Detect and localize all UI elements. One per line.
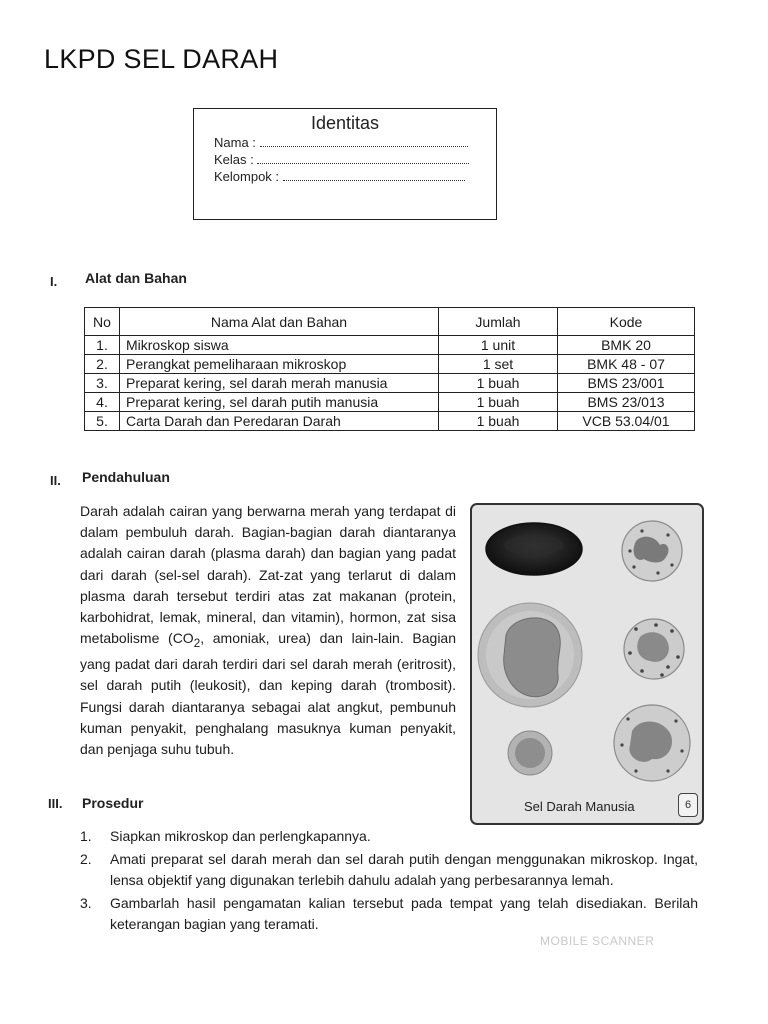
- row-name: Carta Darah dan Peredaran Darah: [120, 412, 439, 431]
- row-no: 2.: [85, 355, 120, 374]
- name-blank: [260, 134, 468, 147]
- row-qty: 1 unit: [439, 336, 558, 355]
- row-name: Preparat kering, sel darah putih manusia: [120, 393, 439, 412]
- identity-box: [193, 108, 497, 220]
- intro-paragraph: [80, 501, 456, 760]
- section-2-title: Pendahuluan: [82, 469, 170, 485]
- row-qty: 1 buah: [439, 393, 558, 412]
- header-qty: Jumlah: [439, 308, 558, 336]
- co2-subscript: 2: [193, 637, 201, 651]
- blood-cells-figure: [470, 503, 704, 825]
- scanner-watermark: MOBILE SCANNER: [540, 934, 655, 948]
- row-name: Mikroskop siswa: [120, 336, 439, 355]
- name-field: [214, 134, 496, 151]
- section-3-number: III.: [48, 796, 63, 811]
- procedure-list: [80, 826, 698, 937]
- list-item: [80, 893, 698, 935]
- list-item: [80, 826, 698, 847]
- table-row: [85, 374, 695, 393]
- section-1-title: Alat dan Bahan: [85, 270, 187, 286]
- group-blank: [283, 168, 465, 181]
- step-text: Siapkan mikroskop dan perlengkapannya.: [110, 828, 371, 844]
- list-item: [80, 849, 698, 891]
- table-row: [85, 393, 695, 412]
- step-text: Gambarlah hasil pengamatan kalian tersebut pada tempat yang telah disediakan. Berilah keterangan bagian yang teramati.: [110, 895, 698, 932]
- row-no: 4.: [85, 393, 120, 412]
- table-row: [85, 412, 695, 431]
- lymphocyte-nucleus: [504, 618, 561, 697]
- class-blank: [257, 151, 469, 164]
- group-label: Kelompok :: [214, 169, 280, 184]
- row-code: BMS 23/001: [558, 374, 695, 393]
- section-3-title: Prosedur: [82, 795, 144, 811]
- page-title: LKPD SEL DARAH: [44, 44, 279, 74]
- step-text: Amati preparat sel darah merah dan sel darah putih dengan menggunakan mikroskop. Ingat, lensa objektif yang digunakan terlebih dahulu adalah yang perbesarannya lemah.: [110, 851, 698, 888]
- step-number: 3.: [80, 895, 92, 911]
- row-qty: 1 set: [439, 355, 558, 374]
- blood-cells-illustration: [472, 505, 702, 823]
- row-code: VCB 53.04/01: [558, 412, 695, 431]
- intro-text-a: Darah adalah cairan yang berwarna merah yang terdapat di dalam pembuluh darah. Bagian-bagian darah diantaranya adalah cairan darah (plasma darah) dan bagian yang padat dari darah (sel-sel darah). Zat-zat yang terlarut di dalam plasma darah tersebut terdiri atas zat makanan (protein, karbohidrat, lemak, mineral, dan vitamin), hormon, zat sisa metabolisme (CO: [80, 503, 456, 647]
- row-no: 5.: [85, 412, 120, 431]
- table-row: [85, 336, 695, 355]
- header-name: Nama Alat dan Bahan: [120, 308, 439, 336]
- table-header-row: [85, 308, 695, 336]
- class-field: [214, 151, 496, 168]
- step-number: 2.: [80, 851, 92, 867]
- row-code: BMK 48 - 07: [558, 355, 695, 374]
- tools-table: [84, 307, 695, 431]
- row-name: Preparat kering, sel darah merah manusia: [120, 374, 439, 393]
- row-qty: 1 buah: [439, 374, 558, 393]
- row-name: Perangkat pemeliharaan mikroskop: [120, 355, 439, 374]
- identity-heading: Identitas: [310, 113, 380, 133]
- row-code: BMS 23/013: [558, 393, 695, 412]
- figure-badge: 6: [678, 793, 698, 817]
- step-number: 1.: [80, 828, 92, 844]
- table-row: [85, 355, 695, 374]
- row-no: 3.: [85, 374, 120, 393]
- intro-text-b: , amoniak, urea) dan lain-lain. Bagian yang padat dari darah terdiri dari sel darah merah (eritrosit), sel darah putih (leukosit), dan keping darah (trombosit). Fungsi darah diantaranya sebagai alat angkut, pembunuh kuman penyakit, penghalang masuknya kuman penyakit, dan penjaga suhu tubuh.: [80, 630, 456, 758]
- name-label: Nama :: [214, 135, 256, 150]
- class-label: Kelas :: [214, 152, 254, 167]
- section-2-number: II.: [50, 473, 61, 488]
- header-no: No: [85, 308, 120, 336]
- row-code: BMK 20: [558, 336, 695, 355]
- header-code: Kode: [558, 308, 695, 336]
- figure-caption: Sel Darah Manusia: [524, 799, 635, 814]
- row-qty: 1 buah: [439, 412, 558, 431]
- section-1-number: I.: [50, 274, 58, 289]
- group-field: [214, 168, 496, 185]
- row-no: 1.: [85, 336, 120, 355]
